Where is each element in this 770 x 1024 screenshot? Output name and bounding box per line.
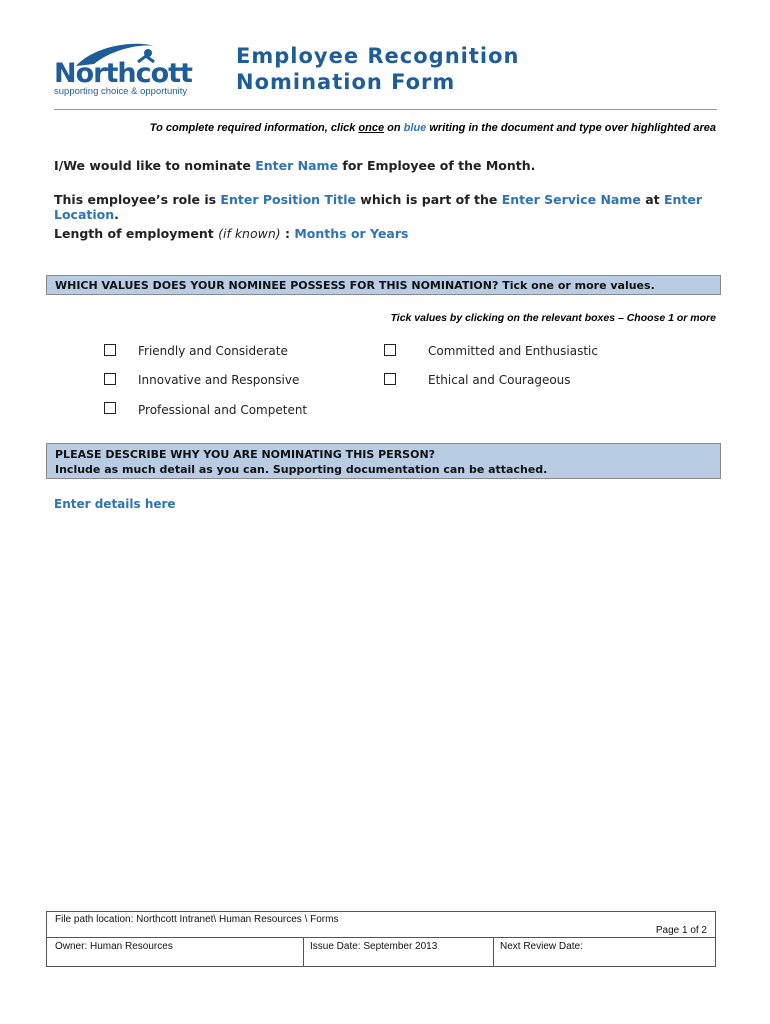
option-label-innovative: Innovative and Responsive <box>138 373 300 387</box>
page-number: Page 1 of 2 <box>655 925 707 936</box>
footer-col-divider-1 <box>303 937 304 967</box>
footer-col-divider-2 <box>493 937 494 967</box>
checkbox-professional[interactable] <box>104 402 116 414</box>
owner: Owner: Human Resources <box>55 941 173 952</box>
footer-row-divider <box>47 937 715 938</box>
file-path: File path location: Northcott Intranet\ Human Resources \ Forms <box>55 914 339 925</box>
values-hint: Tick values by clicking on the relevant boxes – Choose 1 or more <box>390 312 716 324</box>
form-title-line1: Employee Recognition <box>236 44 520 68</box>
logo-tagline: supporting choice & opportunity <box>54 86 188 97</box>
issue-date: Issue Date: September 2013 <box>310 941 438 952</box>
checkbox-friendly[interactable] <box>104 344 116 356</box>
form-title-line2: Nomination Form <box>236 70 456 94</box>
nominate-sentence: I/We would like to nominate Enter Name for Employee of the Month. <box>54 158 536 173</box>
location-field[interactable]: Enter Location <box>54 192 703 222</box>
values-heading: WHICH VALUES DOES YOUR NOMINEE POSSESS FOR THIS NOMINATION? Tick one or more values. <box>46 275 721 295</box>
option-label-committed: Committed and Enthusiastic <box>428 344 598 358</box>
name-field[interactable]: Enter Name <box>255 158 339 173</box>
describe-heading <box>46 443 721 479</box>
instruction-text: To complete required information, click once on blue writing in the document and type over highlighted area <box>149 122 716 134</box>
next-review-date: Next Review Date: <box>500 941 583 952</box>
checkbox-committed[interactable] <box>384 344 396 356</box>
length-field[interactable]: Months or Years <box>294 226 409 241</box>
option-label-ethical: Ethical and Courageous <box>428 373 571 387</box>
checkbox-ethical[interactable] <box>384 373 396 385</box>
checkbox-innovative[interactable] <box>104 373 116 385</box>
role-sentence: This employee’s role is Enter Position Title which is part of the Enter Service Name at Enter Location. <box>54 192 703 222</box>
describe-heading-line1: PLEASE DESCRIBE WHY YOU ARE NOMINATING THIS PERSON? <box>55 448 436 461</box>
service-field[interactable]: Enter Service Name <box>501 192 641 207</box>
logo-name: Northcott <box>54 58 192 89</box>
footer-table <box>46 911 716 967</box>
option-label-professional: Professional and Competent <box>138 403 308 417</box>
describe-heading-line2: Include as much detail as you can. Supporting documentation can be attached. <box>55 463 548 476</box>
position-field[interactable]: Enter Position Title <box>220 192 356 207</box>
length-sentence: Length of employment (if known) : Months or Years <box>54 226 409 241</box>
details-field[interactable]: Enter details here <box>54 497 176 511</box>
header-divider <box>54 109 717 110</box>
option-label-friendly: Friendly and Considerate <box>138 344 288 358</box>
